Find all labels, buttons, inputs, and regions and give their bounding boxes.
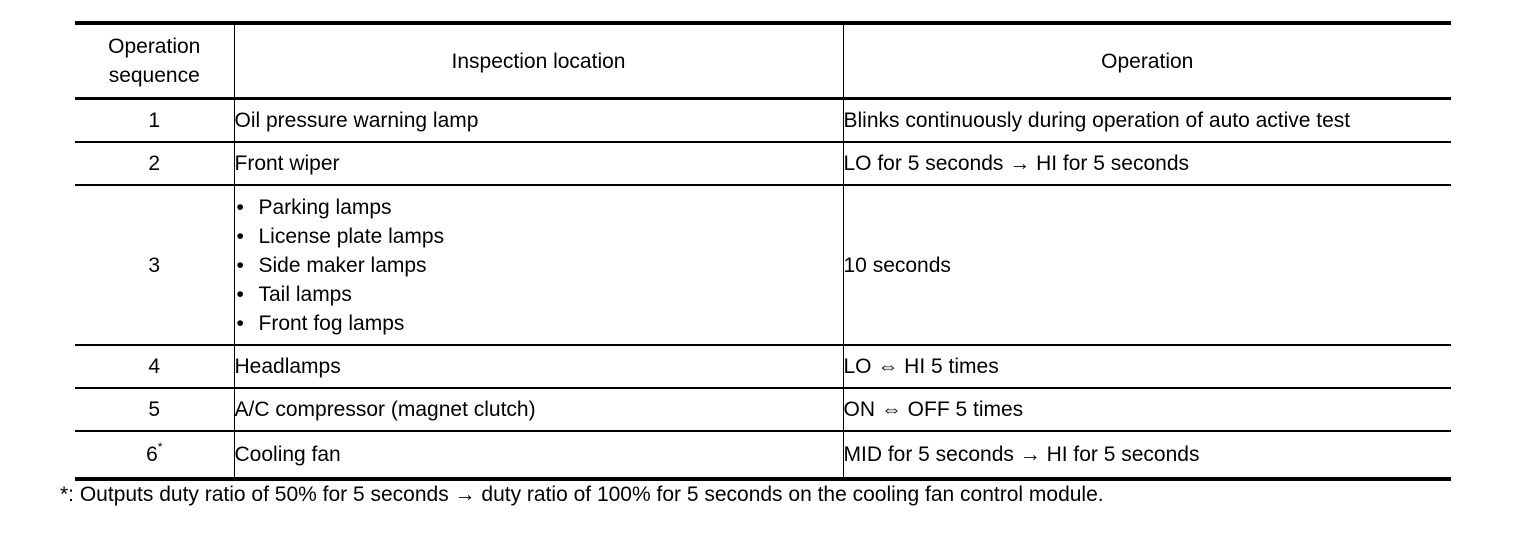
table-footnote: *: Outputs duty ratio of 50% for 5 seconds → duty ratio of 100% for 5 seconds on the cooling fan control module. (60, 483, 1104, 506)
operation-cell: 10 seconds (843, 185, 1451, 345)
header-inspection-location-label: Inspection location (451, 49, 626, 73)
table-row (75, 99, 1451, 143)
location-cell: Headlamps (234, 345, 843, 388)
location-cell: Front wiper (234, 142, 843, 185)
list-item: • License plate lamps (235, 222, 843, 251)
footnote-marker: * (157, 440, 163, 454)
table-row (75, 388, 1451, 431)
list-item: • Parking lamps (235, 193, 843, 222)
operation-cell: ON ⇔ OFF 5 times (843, 388, 1451, 431)
list-item: • Side maker lamps (235, 251, 843, 280)
location-cell: A/C compressor (magnet clutch) (234, 388, 843, 431)
list-item: • Tail lamps (235, 280, 843, 309)
location-cell (234, 185, 843, 345)
table-row (75, 185, 1451, 345)
sequence-cell (75, 431, 234, 479)
location-cell: Cooling fan (234, 431, 843, 479)
sequence-cell: 2 (75, 142, 234, 185)
operation-cell: LO for 5 seconds → HI for 5 seconds (843, 142, 1451, 185)
operation-cell: Blinks continuously during operation of auto active test (843, 99, 1451, 143)
sequence-number: 6 (146, 443, 158, 466)
location-cell: Oil pressure warning lamp (234, 99, 843, 143)
table-header-row (75, 23, 1451, 99)
table-row (75, 431, 1451, 479)
auto-active-test-table (75, 21, 1451, 481)
sequence-cell: 5 (75, 388, 234, 431)
operation-cell: MID for 5 seconds → HI for 5 seconds (843, 431, 1451, 479)
header-inspection-location (234, 23, 843, 99)
list-item: • Front fog lamps (235, 309, 843, 338)
sequence-cell: 4 (75, 345, 234, 388)
operation-cell: LO ⇔ HI 5 times (843, 345, 1451, 388)
location-bullet-list (235, 193, 843, 338)
sequence-cell: 1 (148, 109, 161, 132)
header-operation (843, 23, 1451, 99)
header-operation-sequence-label: Operation sequence (108, 35, 201, 87)
header-operation-sequence (75, 23, 234, 99)
header-operation-label: Operation (1101, 49, 1194, 73)
sequence-cell: 3 (75, 185, 234, 345)
table-row (75, 345, 1451, 388)
table-row (75, 142, 1451, 185)
